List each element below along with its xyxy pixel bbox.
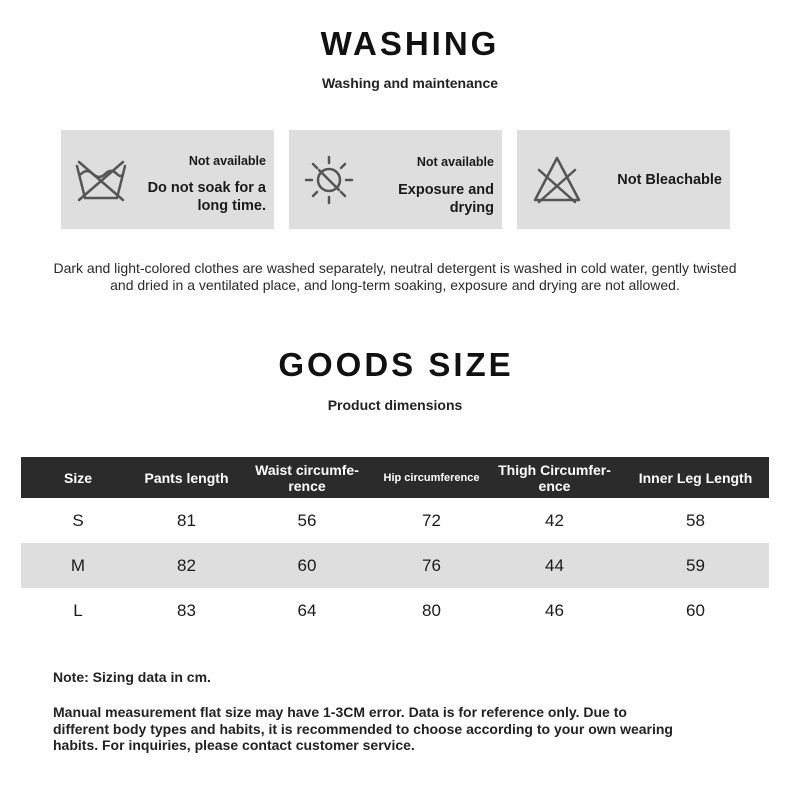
card-status: Not available [416,155,494,169]
cell-size: S [72,510,84,530]
table-row [21,543,769,588]
cell-hip: 80 [422,600,441,620]
cell-waist: 56 [297,510,317,530]
cell-pants-length: 82 [135,543,238,588]
cell-waist: 60 [238,543,376,588]
cell-pants-length: 81 [177,510,196,530]
header-inner-leg: Inner Leg Length [622,457,769,498]
table-row [21,588,769,633]
cell-inner-leg: 60 [686,600,705,620]
cell-size: L [73,600,83,620]
size-table [21,457,769,633]
card-label: Not Bleachable [617,172,722,188]
washing-description-line1: Dark and light-colored clothes are washed separately, neutral detergent is washed in cold water, gently twisted [53,260,737,276]
header-hip: Hip circumference [376,457,487,498]
cell-inner-leg: 58 [686,510,705,530]
washing-subtitle: Washing and maintenance [321,75,499,91]
unit-note: Note: Sizing data in cm. [53,669,211,685]
no-soak-icon [73,154,129,206]
no-sun-exposure-icon [301,154,357,206]
cell-thigh: 46 [545,600,564,620]
no-bleach-icon [529,154,585,206]
size-table-header [21,457,769,498]
cell-size: M [21,543,135,588]
care-card-no-bleach [517,130,730,229]
care-card-no-soak [61,130,274,229]
cell-inner-leg: 59 [622,543,769,588]
cell-hip: 76 [376,543,487,588]
header-thigh: Thigh Circumfer- ence [487,457,622,498]
cell-thigh: 42 [545,510,564,530]
card-label-line1: Exposure and [398,182,494,198]
cell-pants-length: 83 [177,600,196,620]
card-status: Not available [188,154,266,168]
header-waist: Waist circumfe- rence [238,457,376,498]
care-card-no-exposure [289,130,502,229]
disclaimer-line2: different body types and habits, it is recommended to choose according to your own wearing [53,720,673,737]
goods-size-subtitle: Product dimensions [327,397,463,413]
card-label-line2: long time. [197,198,266,214]
disclaimer-line1: Manual measurement flat size may have 1-3CM error. Data is for reference only. Due to [53,704,627,720]
table-row [21,498,769,543]
header-size: Size [21,457,135,498]
cell-thigh: 44 [487,543,622,588]
goods-size-title: GOODS SIZE [278,346,514,383]
cell-waist: 64 [297,600,317,620]
card-label-line1: Do not soak for a [147,180,266,196]
cell-hip: 72 [422,510,441,530]
washing-description-line2: and dried in a ventilated place, and long-term soaking, exposure and drying are not allowed. [110,277,680,293]
header-pants-length: Pants length [135,457,238,498]
washing-title: WASHING [320,25,500,62]
disclaimer-line3: habits. For inquiries, please contact customer service. [53,737,415,753]
card-label-line2: drying [449,200,494,216]
